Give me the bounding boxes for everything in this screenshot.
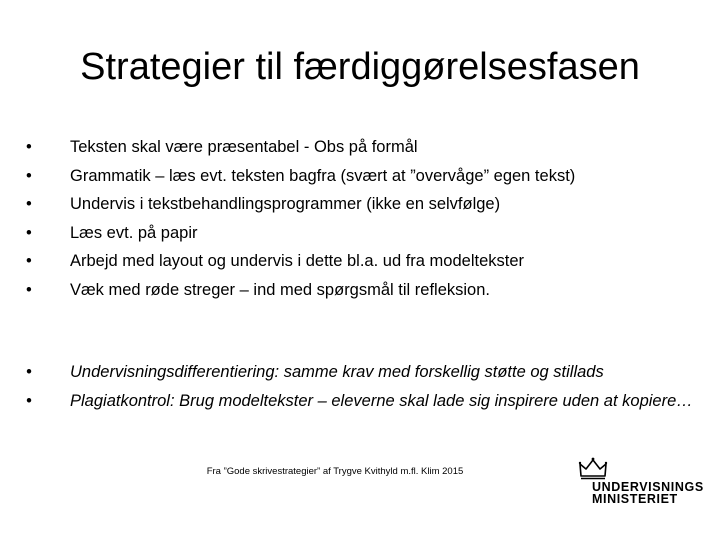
list-item-text: Teksten skal være præsentabel - Obs på formål bbox=[70, 138, 418, 156]
list-item bbox=[26, 133, 706, 162]
logo-text-line2: MINISTERIET bbox=[592, 492, 678, 506]
ministry-logo bbox=[578, 455, 708, 505]
list-item bbox=[26, 190, 706, 219]
bullet-list-main bbox=[26, 133, 706, 304]
list-item bbox=[26, 360, 706, 385]
list-item bbox=[26, 247, 706, 276]
list-item-text: Læs evt. på papir bbox=[70, 223, 198, 242]
bullet-icon: • bbox=[26, 280, 32, 299]
slide-title: Strategier til færdiggørelsesfasen bbox=[80, 46, 640, 88]
bullet-icon: • bbox=[26, 223, 32, 242]
list-item bbox=[26, 276, 706, 305]
list-item-text: Undervisningsdifferentiering: samme krav med forskellig støtte og stillads bbox=[70, 363, 604, 381]
crown-icon bbox=[578, 457, 608, 481]
bullet-list-italic bbox=[26, 360, 706, 418]
bullet-icon: • bbox=[26, 252, 32, 270]
bullet-icon: • bbox=[26, 195, 32, 213]
list-item-text: Grammatik – læs evt. teksten bagfra (svært at ”overvåge” egen tekst) bbox=[70, 166, 576, 185]
source-citation: Fra ”Gode skrivestrategier” af Trygve Kvithyld m.fl. Klim 2015 bbox=[206, 466, 464, 477]
logo-text-line1: UNDERVISNINGS bbox=[592, 480, 704, 494]
bullet-icon: • bbox=[26, 392, 32, 410]
list-item bbox=[26, 162, 706, 191]
bullet-icon: • bbox=[26, 363, 32, 381]
list-item-text: Plagiatkontrol: Brug modeltekster – eleverne skal lade sig inspirere uden at kopiere… bbox=[70, 392, 693, 410]
list-item-text: Undervis i tekstbehandlingsprogrammer (ikke en selvfølge) bbox=[70, 195, 501, 213]
list-item bbox=[26, 219, 706, 248]
bullet-icon: • bbox=[26, 166, 32, 185]
list-item-text: Arbejd med layout og undervis i dette bl.a. ud fra modeltekster bbox=[70, 252, 524, 270]
list-item-text: Væk med røde streger – ind med spørgsmål til refleksion. bbox=[70, 280, 490, 299]
list-item bbox=[26, 389, 706, 414]
bullet-icon: • bbox=[26, 138, 32, 156]
